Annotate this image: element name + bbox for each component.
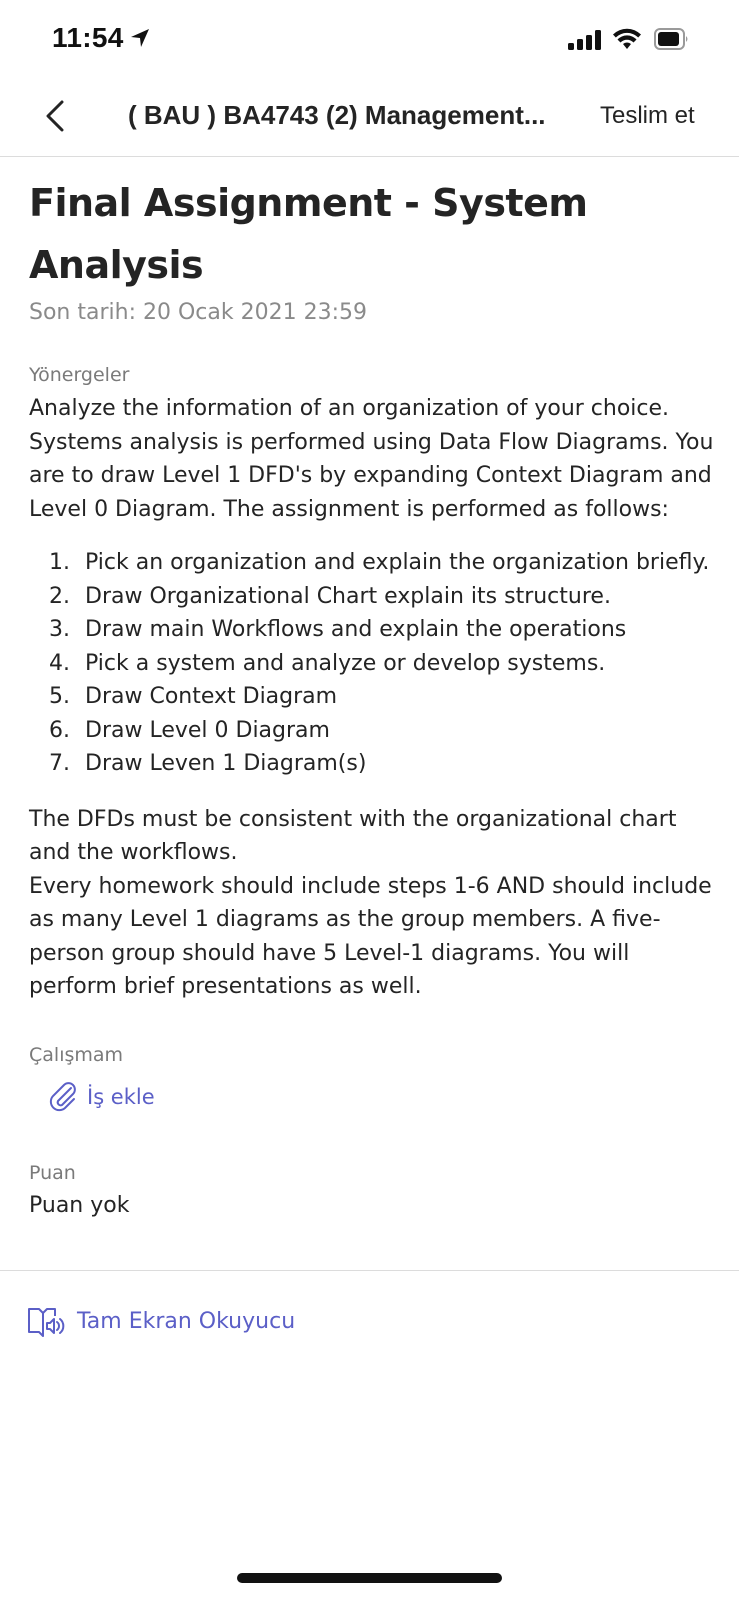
instructions-closing-2: Every homework should include steps 1-6 AND should include as many Level 1 diagrams as the group members. A five-person group should have 5 Level-1 diagrams. You will perform brief presentations as well. — [29, 873, 712, 999]
step-text: Draw Context Diagram — [85, 684, 338, 709]
immersive-reader-button[interactable] — [27, 1304, 295, 1338]
step-text: Draw Leven 1 Diagram(s) — [85, 751, 367, 776]
step-text: Pick a system and analyze or develop systems. — [85, 650, 606, 676]
add-work-label: İş ekle — [87, 1084, 155, 1109]
back-button[interactable] — [36, 94, 80, 138]
instructions-label: Yönergeler — [29, 364, 130, 386]
step-text: Draw main Workflows and explain the operations — [85, 617, 627, 642]
top-nav-bar — [0, 80, 739, 157]
list-item — [29, 546, 719, 580]
points-label: Puan — [29, 1161, 76, 1184]
chevron-left-icon — [36, 94, 80, 138]
immersive-reader-icon — [27, 1304, 65, 1338]
paperclip-icon — [49, 1082, 77, 1112]
signal-icon — [568, 30, 602, 50]
list-item — [29, 714, 719, 748]
battery-icon — [654, 28, 690, 50]
list-item — [29, 680, 719, 714]
page-title: Final Assignment - System Analysis — [29, 181, 588, 287]
location-arrow-icon — [130, 28, 150, 48]
list-item — [29, 613, 719, 647]
nav-title: ( BAU ) BA4743 (2) Management... — [128, 100, 546, 130]
submit-button[interactable]: Teslim et — [600, 102, 695, 129]
instructions-closing-1: The DFDs must be consistent with the organizational chart and the workflows. — [29, 806, 677, 865]
instructions-intro: Analyze the information of an organization of your choice. Systems analysis is performed using Data Flow Diagrams. You are to draw Level 1 DFD's by expanding Context Diagram and Level 0 Diagram. The assignment is performed as follows: — [29, 396, 714, 522]
step-number: 6. — [49, 717, 70, 743]
step-number: 2. — [49, 583, 70, 609]
status-bar — [0, 0, 739, 80]
step-text: Pick an organization and explain the organization briefly. — [85, 550, 710, 575]
step-number: 1. — [49, 550, 70, 575]
wifi-icon — [612, 27, 642, 51]
divider — [0, 1270, 739, 1271]
my-work-label: Çalışmam — [29, 1043, 124, 1066]
step-number: 3. — [49, 617, 70, 642]
add-work-button[interactable] — [49, 1082, 189, 1112]
step-text: Draw Organizational Chart explain its structure. — [85, 583, 611, 609]
step-number: 5. — [49, 684, 70, 709]
step-number: 7. — [49, 751, 70, 776]
points-value: Puan yok — [29, 1192, 130, 1218]
due-date: Son tarih: 20 Ocak 2021 23:59 — [29, 300, 367, 325]
list-item — [29, 747, 719, 781]
immersive-reader-label: Tam Ekran Okuyucu — [77, 1308, 296, 1334]
home-indicator[interactable] — [237, 1573, 502, 1583]
assignment-content — [29, 172, 719, 1222]
list-item — [29, 580, 719, 614]
steps-list — [29, 546, 719, 781]
step-number: 4. — [49, 650, 70, 676]
status-time: 11:54 — [52, 22, 124, 53]
list-item — [29, 647, 719, 681]
step-text: Draw Level 0 Diagram — [85, 717, 330, 743]
